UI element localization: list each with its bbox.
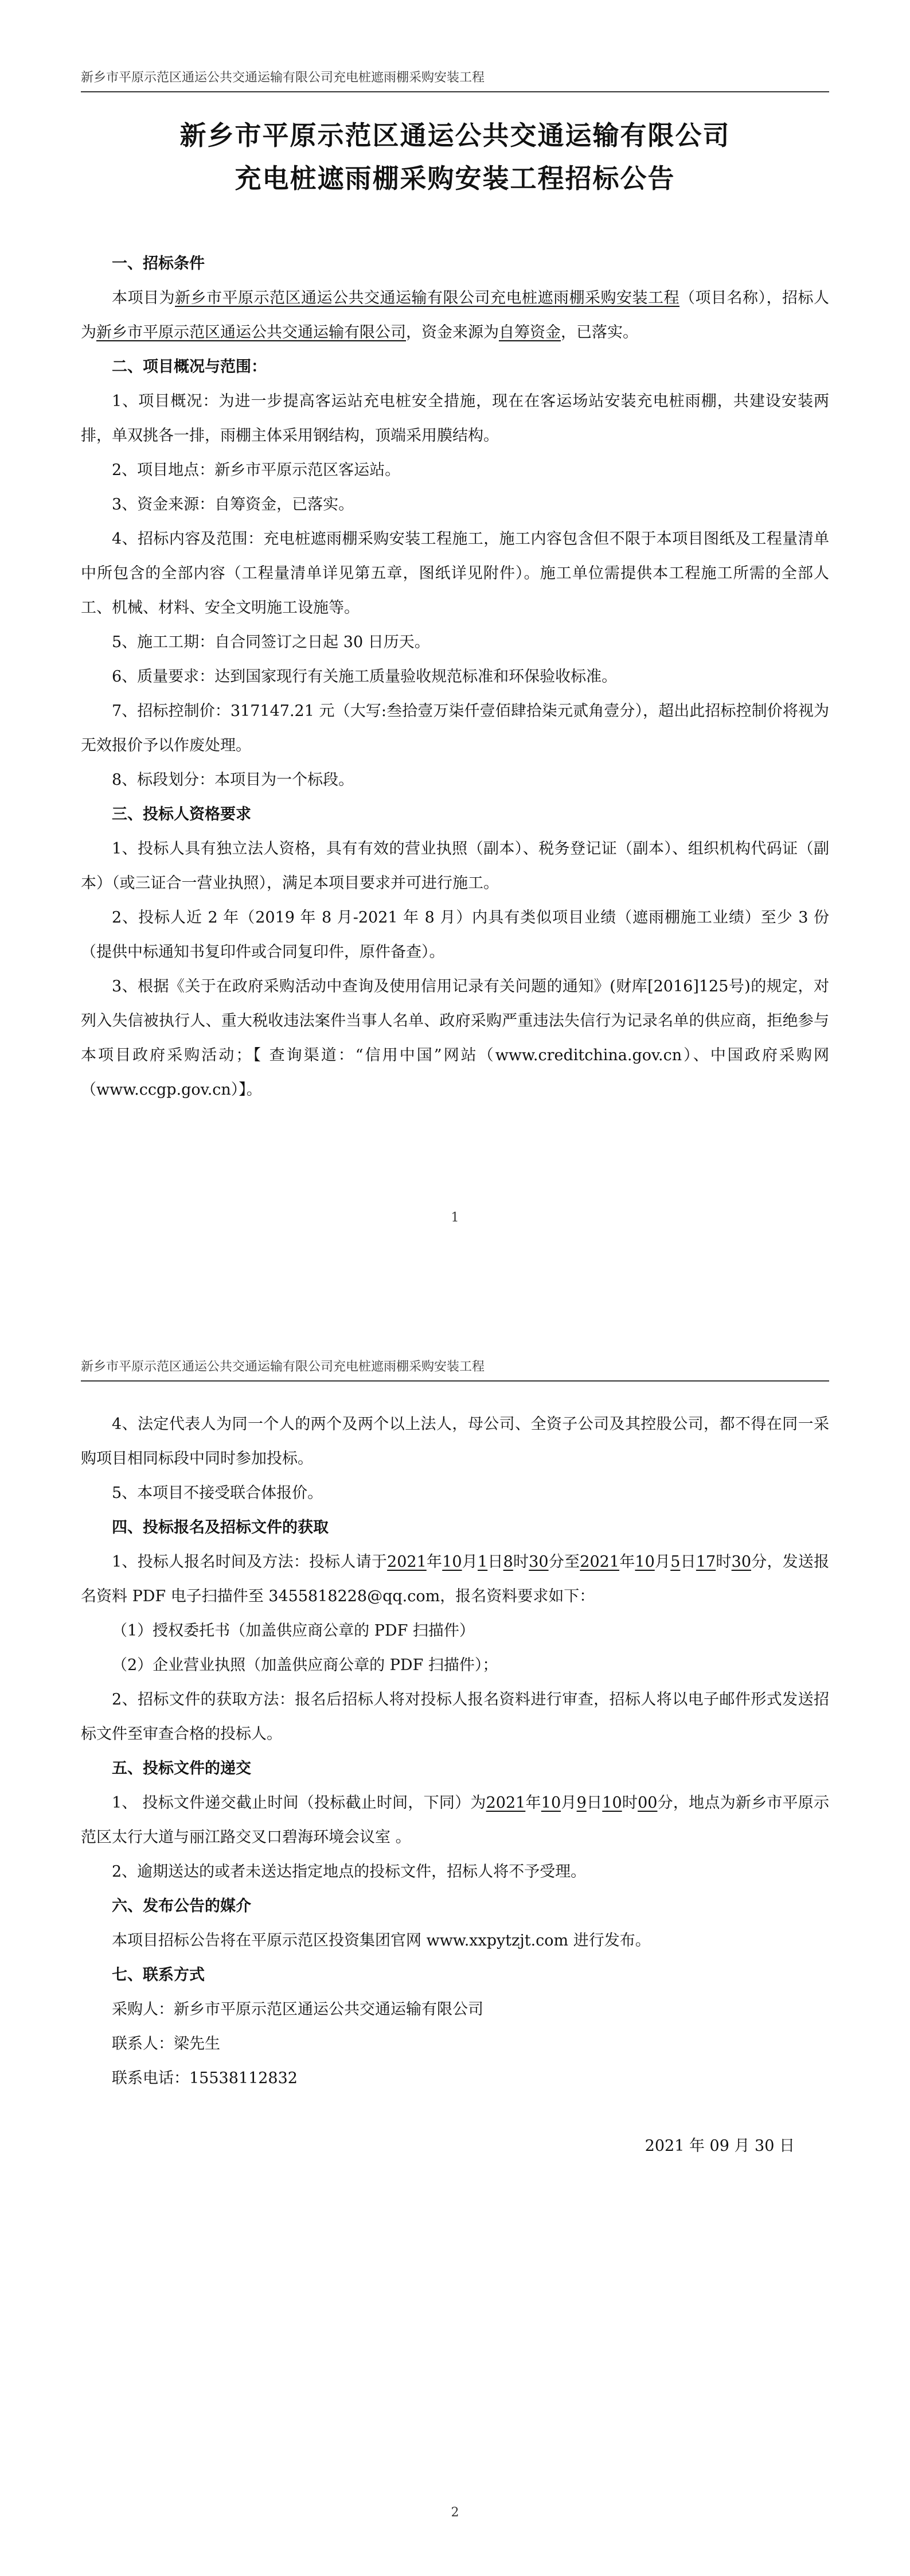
section-3-item-5: 5、本项目不接受联合体报价。 xyxy=(112,1484,323,1502)
text-run: 1、投标人报名时间及方法：投标人请于 xyxy=(112,1553,388,1571)
date-value: 30 xyxy=(731,1553,751,1571)
section-4-subitem-2: （2）企业营业执照（加盖供应商公章的 PDF 扫描件）； xyxy=(112,1656,498,1674)
page-number: 1 xyxy=(451,1211,459,1225)
signature-date: 2021 年 09 月 30 日 xyxy=(645,2137,795,2155)
section-2-heading: 二、项目概况与范围： xyxy=(112,358,267,376)
text-run: ，已落实。 xyxy=(561,324,638,341)
section-4-heading: 四、投标报名及招标文件的获取 xyxy=(112,1519,329,1536)
section-2-item-5: 5、施工工期：自合同签订之日起 30 日历天。 xyxy=(112,633,430,651)
section-1-heading: 一、招标条件 xyxy=(112,255,205,273)
date-value: 17 xyxy=(696,1553,716,1571)
section-5-item-1 xyxy=(81,1786,829,1855)
contact-person: 联系人：梁先生 xyxy=(112,2035,220,2053)
date-value: 10 xyxy=(541,1794,561,1812)
document-title-line-1: 新乡市平原示范区通运公共交通运输有限公司 xyxy=(179,120,731,151)
tenderer-name: 新乡市平原示范区通运公共交通运输有限公司 xyxy=(96,324,406,341)
text-run: （项目名称），招标人为 xyxy=(81,289,829,341)
text-run: ，发送报名资料 PDF 电子扫描件至 3455818228@qq.com，报名资料要求如下： xyxy=(81,1553,830,1605)
running-header: 新乡市平原示范区通运公共交通运输有限公司充电桩遮雨棚采购安装工程 xyxy=(81,1357,829,1382)
date-value: 10 xyxy=(602,1794,622,1812)
section-3-item-1: 1、投标人具有独立法人资格，具有有效的营业执照（副本）、税务登记证（副本）、组织机构代码证（副本）（或三证合一营业执照），满足本项目要求并可进行施工。 xyxy=(81,840,829,892)
text-run: ，资金来源为 xyxy=(406,324,499,341)
text-run: 年 xyxy=(619,1553,635,1571)
text-run: 时 xyxy=(622,1794,638,1812)
document-title-line-2: 充电桩遮雨棚采购安装工程招标公告 xyxy=(235,163,675,194)
section-2-item-1: 1、项目概况：为进一步提高客运站充电桩安全措施，现在在客运场站安装充电桩雨棚，共建设安装两排，单双挑各一排，雨棚主体采用钢结构，顶端采用膜结构。 xyxy=(81,392,829,445)
section-5-heading: 五、投标文件的递交 xyxy=(112,1760,251,1777)
contact-buyer: 采购人：新乡市平原示范区通运公共交通运输有限公司 xyxy=(112,2001,483,2018)
page-1-body xyxy=(81,247,829,1107)
date-value: 2021 xyxy=(580,1553,619,1571)
section-7-heading: 七、联系方式 xyxy=(112,1966,205,1984)
date-value: 2021 xyxy=(486,1794,526,1812)
section-6-paragraph: 本项目招标公告将在平原示范区投资集团官网 www.xxpytzjt.com 进行发布。 xyxy=(112,1932,651,1949)
text-run: 月 xyxy=(561,1794,577,1812)
section-2-item-2: 2、项目地点：新乡市平原示范区客运站。 xyxy=(112,461,401,479)
page-2 xyxy=(0,1288,910,2576)
date-value: 2021 xyxy=(387,1553,427,1571)
date-value: 8 xyxy=(503,1553,513,1571)
section-6-heading: 六、发布公告的媒介 xyxy=(112,1897,251,1915)
text-run: 至 xyxy=(564,1553,580,1571)
text-run: 时 xyxy=(513,1553,529,1571)
text-run: 月 xyxy=(462,1553,478,1571)
section-3-item-2: 2、投标人近 2 年（2019 年 8 月-2021 年 8 月）内具有类似项目业绩（遮雨棚施工业绩）至少 3 份（提供中标通知书复印件或合同复印件，原件备查）。 xyxy=(81,909,829,961)
contact-phone: 联系电话：15538112832 xyxy=(112,2069,298,2087)
date-value: 10 xyxy=(635,1553,655,1571)
section-2-item-7: 7、招标控制价：317147.21 元（大写:叁拾壹万柒仟壹佰肆拾柒元贰角壹分），超出此招标控制价将视为无效报价予以作废处理。 xyxy=(81,702,829,754)
section-3-heading: 三、投标人资格要求 xyxy=(112,806,251,823)
text-run: 时 xyxy=(716,1553,732,1571)
date-value: 1 xyxy=(478,1553,488,1571)
text-run: 月 xyxy=(654,1553,671,1571)
section-2-item-6: 6、质量要求：达到国家现行有关施工质量验收规范标准和环保验收标准。 xyxy=(112,668,618,686)
section-2-item-3: 3、资金来源：自筹资金，已落实。 xyxy=(112,496,354,513)
section-4-item-1 xyxy=(81,1545,829,1614)
section-2-item-4: 4、招标内容及范围：充电桩遮雨棚采购安装工程施工，施工内容包含但不限于本项目图纸及工程量清单中所包含的全部内容（工程量清单详见第五章，图纸详见附件）。施工单位需提供本工程施工所需的全部人工、机械、材料、安全文明施工设施等。 xyxy=(81,530,829,617)
text-run: 本项目为 xyxy=(112,289,175,307)
date-value: 10 xyxy=(442,1553,462,1571)
date-value: 00 xyxy=(638,1794,658,1812)
text-run: 日 xyxy=(586,1794,603,1812)
text-run: 分 xyxy=(751,1553,767,1571)
section-3-item-3: 3、根据《关于在政府采购活动中查询及使用信用记录有关问题的通知》(财库[2016]125号)的规定，对列入失信被执行人、重大税收违法案件当事人名单、政府采购严重违法失信行为记录名单的供应商，拒绝参与本项目政府采购活动；【 查询渠道：“信用中国”网站（www.creditchina.gov.cn）、中国政府采购网（www.ccgp.gov.cn）】。 xyxy=(81,978,829,1099)
project-name: 新乡市平原示范区通运公共交通运输有限公司充电桩遮雨棚采购安装工程 xyxy=(175,289,679,307)
page-2-body xyxy=(81,1407,829,2163)
section-1-paragraph xyxy=(81,281,829,350)
running-header: 新乡市平原示范区通运公共交通运输有限公司充电桩遮雨棚采购安装工程 xyxy=(81,68,829,92)
page-number: 2 xyxy=(451,2505,459,2520)
date-value: 5 xyxy=(670,1553,681,1571)
date-value: 30 xyxy=(529,1553,549,1571)
section-4-item-2: 2、招标文件的获取方法：报名后招标人将对投标人报名资料进行审查，招标人将以电子邮件形式发送招标文件至审查合格的投标人。 xyxy=(81,1691,829,1743)
text-run: 日 xyxy=(680,1553,696,1571)
section-2-item-8: 8、标段划分：本项目为一个标段。 xyxy=(112,771,354,789)
section-5-item-2: 2、逾期送达的或者未送达指定地点的投标文件，招标人将不予受理。 xyxy=(112,1863,587,1881)
date-value: 9 xyxy=(576,1794,587,1812)
text-run: 1、 投标文件递交截止时间（投标截止时间，下同）为 xyxy=(112,1794,486,1812)
fund-source: 自筹资金 xyxy=(499,324,561,341)
section-4-subitem-1: （1）授权委托书（加盖供应商公章的 PDF 扫描件） xyxy=(112,1622,475,1640)
text-run: 分 xyxy=(657,1794,673,1812)
text-run: 年 xyxy=(426,1553,443,1571)
text-run: 分 xyxy=(548,1553,565,1571)
section-3-item-4: 4、法定代表人为同一个人的两个及两个以上法人，母公司、全资子公司及其控股公司，都不得在同一采购项目相同标段中同时参加投标。 xyxy=(81,1415,829,1468)
text-run: 日 xyxy=(487,1553,503,1571)
text-run: ，地点为新乡市平原示范区太行大道与丽江路交叉口碧海环境会议室 。 xyxy=(81,1794,830,1846)
text-run: 年 xyxy=(525,1794,541,1812)
